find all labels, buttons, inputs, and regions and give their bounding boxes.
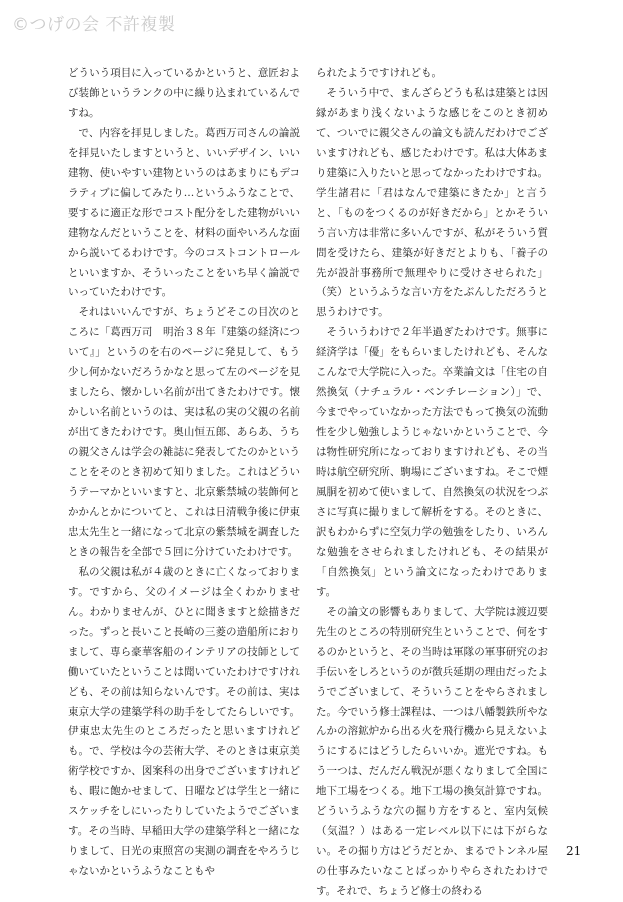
right-text-column [316,64,548,902]
paragraph: その論文の影響もありまして、大学院は渡辺要先生のところの特別研究生ということで、何をするのかというと、その当時は軍隊の軍事研究のお手伝いをしろというのが徴兵延期の理由だったようでございまして、そういうことをやらされました。今でいう修士課程は、一つは八幡製鉄所やなんかの溶鉱炉から出る火を飛行機から見えないようにするにはどうしたらいいか。遮光ですね。もう一つは、だんだん戦況が悪くなりまして全国に地下工場をつくる。地下工場の換気計算ですね。どういうふうな穴の掘り方をすると、室内気候（気温？）はある一定レベル以下には下がらない。その掘り方はどうだとか、まるでトンネル屋の仕事みたいなことばっかりやらされたわけです。それで、ちょうど修士の終わる [316,605,548,898]
left-text-column [68,64,300,882]
paragraph: で、内容を拝見しました。葛西万司さんの論説を拝見いたしますというと、いいデザイン、いい建物、使いやすい建物というのはあまりにもデコラティブに偏してみたり…というふうなことで、要するに適正な形でコスト配分をした建物がいい建物なんだということを、材料の面やいろんな面から説いてるわけです。今のコストコントロールといいますか、そういったことをいち早く論説でいっていたわけです。 [68,126,300,299]
paragraph: 私の父親は私が４歳のときに亡くなっております。ですから、父のイメージは全くわかりません。わかりませんが、ひとに聞きますと絵描きだった。ずっと長いこと長崎の三菱の造船所におりまして、専ら豪華客船のインテリアの技師として働いていたということは聞いていたわけですけれども、その前は知らないんです。その前は、実は東京大学の建築学科の助手をしてたらしいです。伊東忠太先生のところだったと思いますけれども。で、学校は今の芸術大学、そのときは東京美術学校ですか、図案科の出身でございますけれども、暇に飽かせまして、日曜などは学生と一緒にスケッチをしにいったりしていたようでございます。その当時、早稲田大学の建築学科と一緒になりまして、日光の東照宮の実測の調査をやろうじゃないかというふうなこともや [68,565,300,878]
page-number: 21 [566,844,582,858]
paragraph: どういう項目に入っているかというと、意匠および装飾というランクの中に繰り込まれているんですね。 [68,67,300,119]
paragraph: そういうわけで２年半過ぎたわけです。無事に経済学は「優」をもらいましたけれども、そんなこんなで大学院に入った。卒業論文は「住宅の自然換気（ナチュラル・ベンチレーション）」で、今までやっていなかった方法でもって換気の流動性を少し勉強しようじゃないかということで、今は物性研究所になっておりますけれども、その当時は航空研究所、駒場にございますね。そこで煙風胴を初めて使いまして、自然換気の状況をつぶさに写真に撮りまして解析をする。そのときに、訳もわからずに空気力学の勉強をしたり、いろんな勉強をさせられましたけれども、その結果が「自然換気」という論文になったわけであります。 [316,326,548,598]
paragraph: それはいいんですが、ちょうどそこの目次のところに「葛西万司 明治３８年『建築の経済について』」というのを右のページに発見して、もう少し何かないだろうかなと思って左のページを見ましたら、懐かしい名前が出てきたわけです。懐かしい名前というのは、実は私の実の父親の名前が出てきたわけです。奥山恒五郎、あらあ、うちの親父さんは学会の雑誌に発表してたのかということをそのとき初めて知りました。これはどういうテーマかといいますと、北京紫禁城の装飾何とかかんとかについてと、これは日清戦争後に伊東忠太先生と一緒になって北京の紫禁城を調査したときの報告を全部で５回に分けていたわけです。 [68,306,300,558]
copyright-watermark: ©つげの会 不許複製 [12,15,176,35]
paragraph: られたようですけれども。 [316,67,442,79]
paragraph: そういう中で、まんざらどうも私は建築とは因縁があまり浅くないような感じをこのとき初めて、ついでに親父さんの論文も読んだわけでございますけれども、感じたわけです。私は大体あまり建築に入りたいと思ってなかったわけですね。学生諸君に「君はなんで建築にきたか」と言うと、「ものをつくるのが好きだから」とかそういう言い方は非常に多いんですが、私がそういう質問を受けたら、建築が好きだとよりも、「養子の先が設計事務所で無理やりに受けさせられた」（笑）というふうな言い方をたぶんしただろうと思うわけです。 [316,86,548,319]
